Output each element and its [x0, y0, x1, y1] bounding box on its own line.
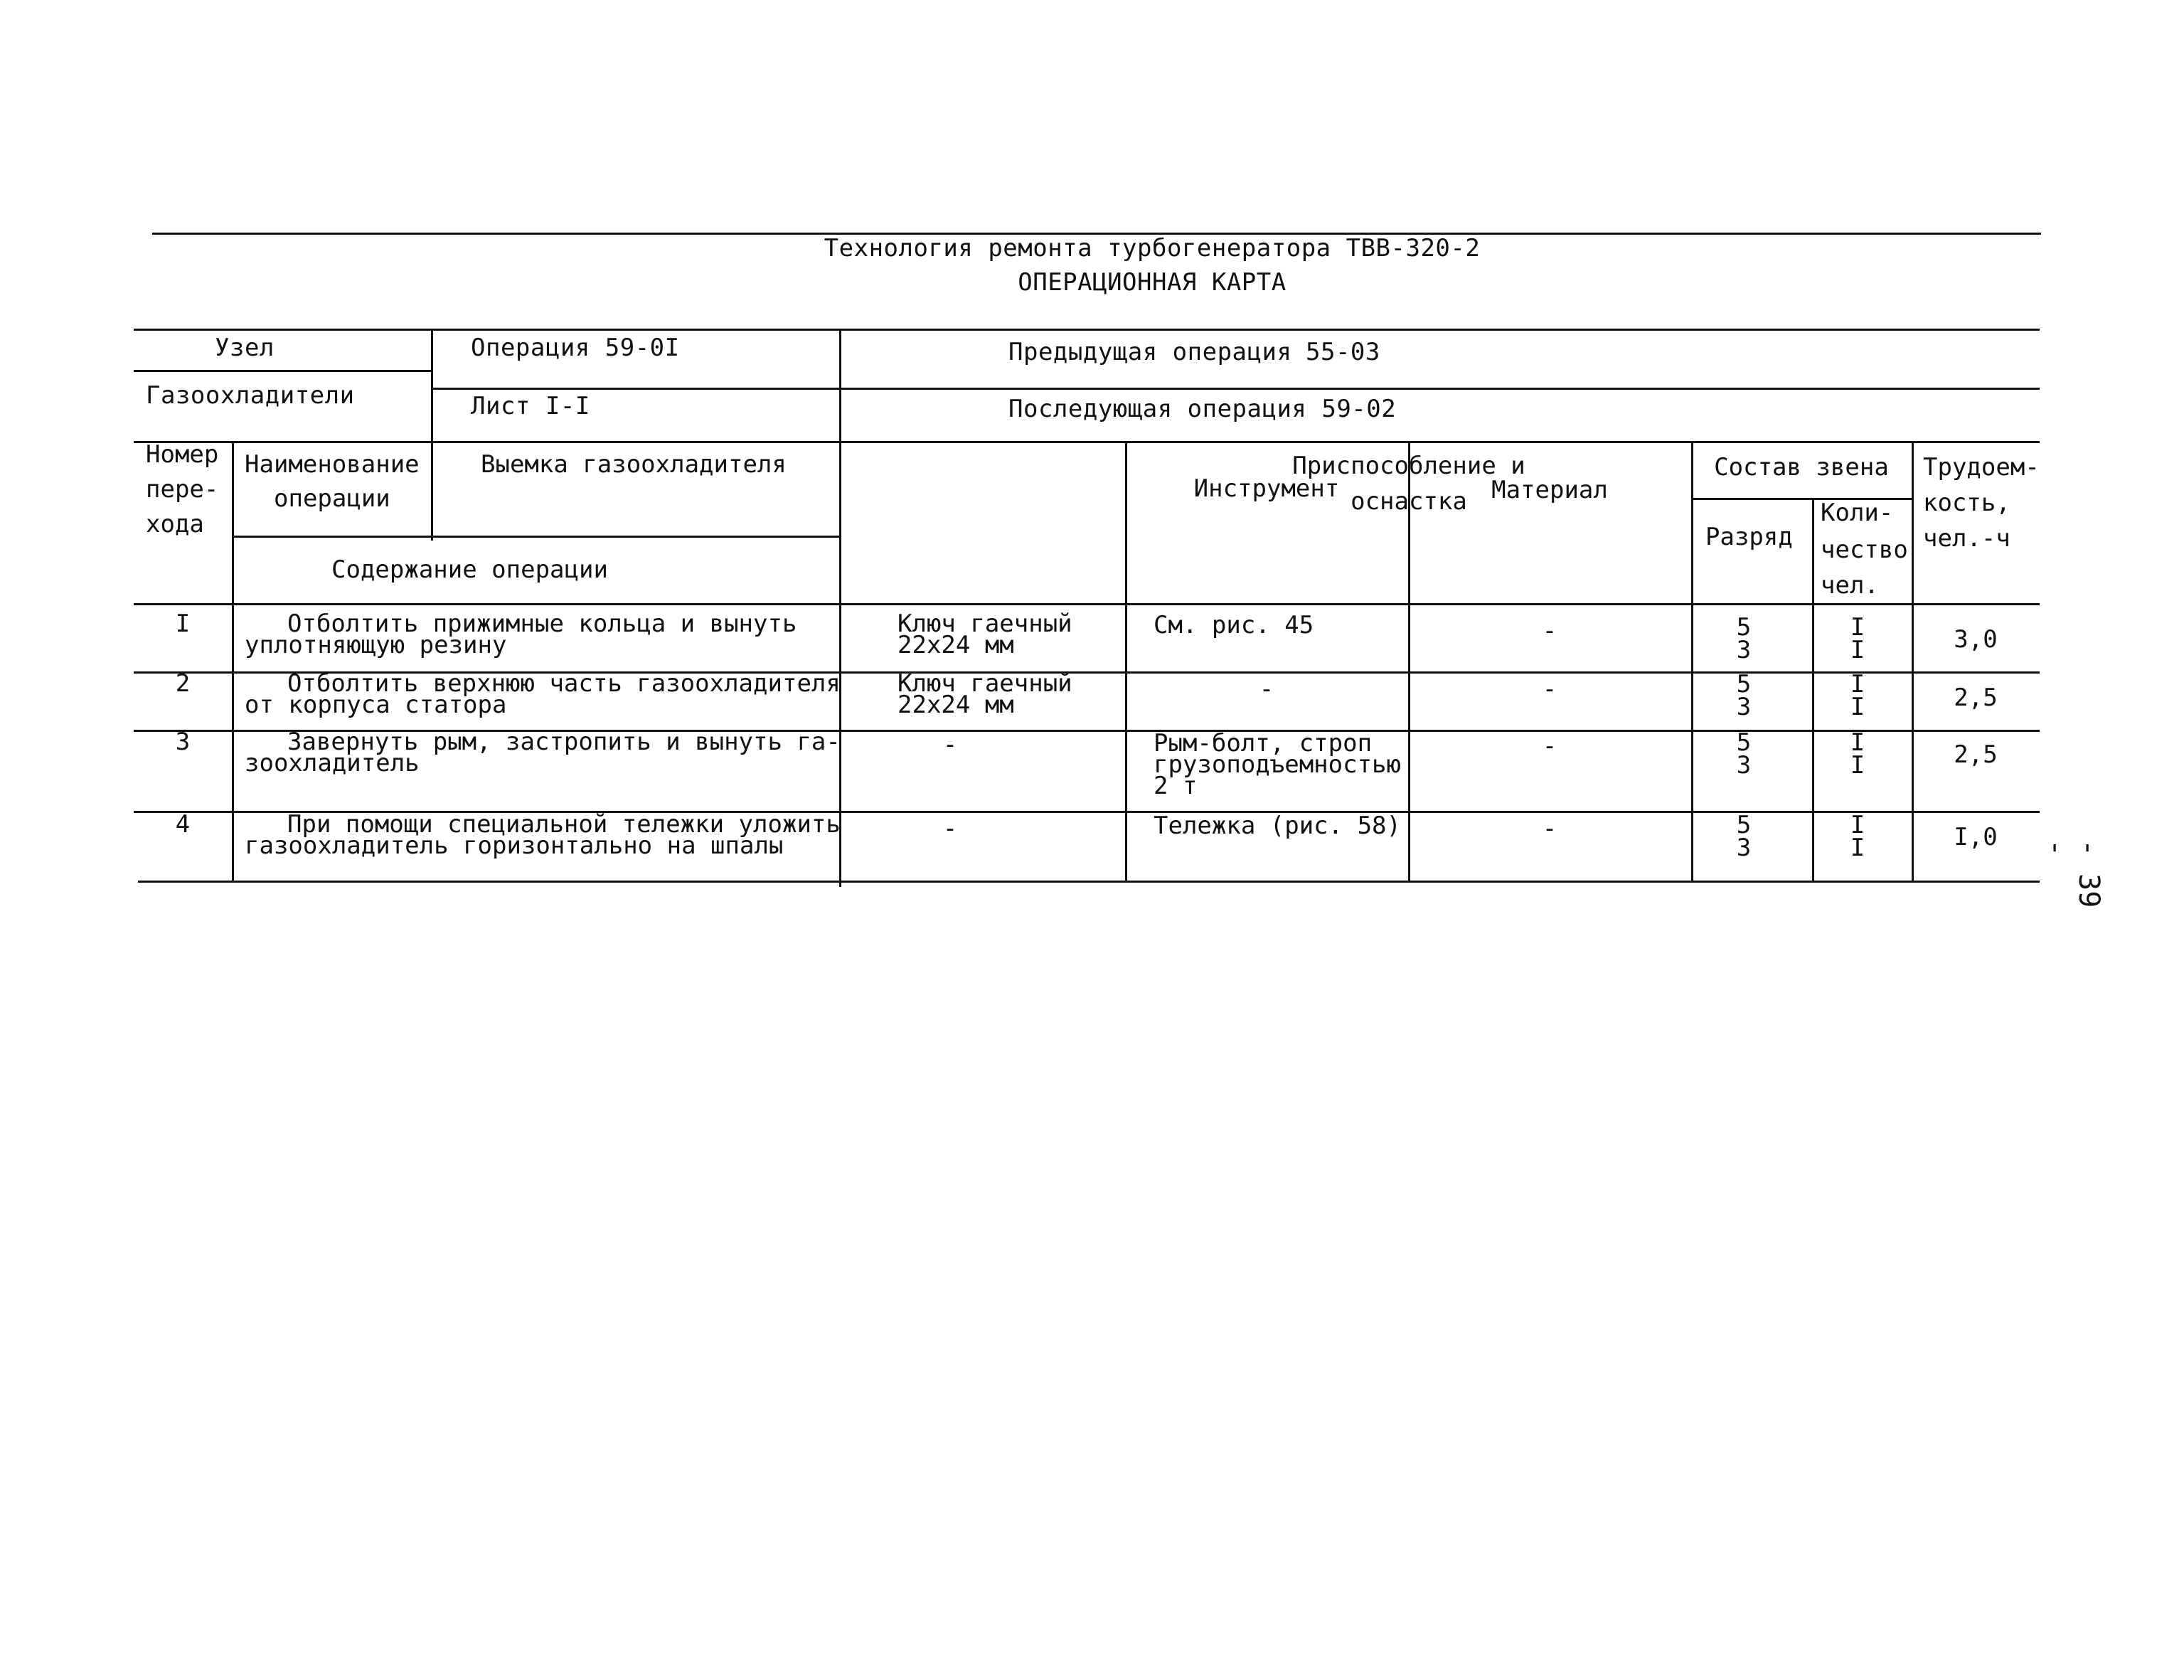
- previous-operation-value: 55-03: [1306, 338, 1380, 366]
- table-row-1-num: I: [175, 610, 191, 638]
- table-row-1-material: -: [1542, 617, 1557, 645]
- table-row-1-rank-a: 5: [1736, 613, 1752, 642]
- document-subtitle: ОПЕРАЦИОННАЯ КАРТА: [1018, 268, 1287, 297]
- table-row-2-rank-a: 5: [1736, 670, 1752, 698]
- table-row-3-fixture-1: Рым-болт, строп: [1154, 729, 1373, 757]
- table-row-4-material: -: [1542, 814, 1557, 843]
- previous-operation-label: Предыдущая операция: [1008, 338, 1292, 366]
- next-operation: Последующая операция 59-02: [1008, 395, 1397, 423]
- table-row-2-rank-b: 3: [1736, 693, 1752, 721]
- table-bottom-rule: [138, 881, 2040, 883]
- table-row-3-fixture-3: 2 т: [1154, 772, 1198, 800]
- table-row-1-qty-a: I: [1850, 613, 1865, 642]
- col-header-crew: Состав звена: [1714, 453, 1889, 482]
- info-div-2: [839, 329, 841, 887]
- table-row-1-qty-b: I: [1850, 636, 1865, 664]
- table-row-2-labor: 2,5: [1954, 684, 1998, 712]
- table-row-2-fixture-1: -: [1259, 675, 1274, 703]
- table-row-1-tool-2: 22х24 мм: [897, 631, 1014, 659]
- col-header-labor-2: кость,: [1923, 489, 2010, 517]
- table-row-2-material: -: [1542, 675, 1557, 703]
- col-div-name: [431, 441, 433, 538]
- header-bottom-rule: [134, 603, 2040, 605]
- table-row-3-content-1: Завернуть рым, застропить и вынуть га-: [287, 728, 841, 756]
- col-header-rank: Разряд: [1705, 523, 1793, 551]
- table-row-4-num: 4: [175, 810, 191, 839]
- info-mid-rule-right: [431, 388, 2040, 390]
- table-row-3-qty-a: I: [1850, 728, 1865, 757]
- col-header-qty-2: чество: [1821, 536, 1908, 564]
- col-header-content: Содержание операции: [331, 555, 608, 584]
- col-header-tool: Инструмент: [1193, 474, 1340, 503]
- info-top-rule: [134, 329, 2040, 331]
- table-row-2-tool-2: 22х24 мм: [897, 691, 1014, 719]
- col-div-qty: [1812, 498, 1814, 882]
- table-row-2-qty-a: I: [1850, 670, 1865, 698]
- table-row-3-content-2: зоохладитель: [245, 749, 420, 777]
- table-row-1-content-1: Отболтить прижимные кольца и вынуть: [287, 610, 797, 638]
- table-row-4-rank-b: 3: [1736, 834, 1752, 862]
- col-header-num-1: Номер: [146, 440, 219, 469]
- table-row-3-rank-a: 5: [1736, 728, 1752, 757]
- info-bottom-rule: [134, 441, 2040, 443]
- col-header-qty-1: Коли-: [1821, 499, 1894, 527]
- col-header-num-3: хода: [146, 510, 204, 538]
- col-header-name-2: операции: [274, 484, 390, 513]
- node-value: Газоохладители: [146, 381, 355, 410]
- name-underline: [232, 536, 841, 538]
- table-row-1-rank-b: 3: [1736, 636, 1752, 664]
- col-header-name-1: Наименование: [245, 450, 420, 479]
- table-row-4-qty-a: I: [1850, 811, 1865, 839]
- info-mid-rule-left: [134, 370, 432, 372]
- sheet-number: Лист I-I: [471, 392, 590, 420]
- table-row-4-fixture-1: Тележка (рис. 58): [1154, 812, 1401, 840]
- table-row-1-fixture-1: См. рис. 45: [1154, 611, 1314, 639]
- table-row-3-fixture-2: грузоподъемностью: [1154, 750, 1401, 779]
- table-row-4-qty-b: I: [1850, 834, 1865, 862]
- table-row-4-labor: I,0: [1954, 823, 1998, 851]
- table-row-4-content-1: При помощи специальной тележки уложить: [287, 810, 841, 839]
- col-div-labor: [1912, 441, 1914, 882]
- page-number: - 39 -: [2040, 839, 2105, 908]
- col-header-num-2: пере-: [146, 475, 219, 504]
- table-row-2-qty-b: I: [1850, 693, 1865, 721]
- col-header-material: Материал: [1491, 476, 1608, 504]
- table-row-1-labor: 3,0: [1954, 625, 1998, 654]
- table-row-4-content-2: газоохладитель горизонтально на шпалы: [245, 831, 784, 860]
- table-row-3-labor: 2,5: [1954, 740, 1998, 769]
- table-row-3-num: 3: [175, 728, 191, 756]
- table-row-3-rank-b: 3: [1736, 751, 1752, 780]
- table-row-4-rank-a: 5: [1736, 811, 1752, 839]
- table-row-3-material: -: [1542, 732, 1557, 760]
- col-header-fixture-1: Приспособление и: [1292, 452, 1525, 480]
- table-row-4-tool-1: -: [942, 814, 958, 843]
- operation-number: Операция 59-0I: [471, 334, 680, 362]
- table-row-2-content-1: Отболтить верхнюю часть газоохладителя: [287, 669, 841, 698]
- col-div-num: [232, 441, 234, 882]
- col-header-qty-3: чел.: [1821, 571, 1879, 600]
- table-row-3-qty-b: I: [1850, 751, 1865, 780]
- col-header-labor-3: чел.-ч: [1923, 524, 2010, 553]
- table-row-1-tool-1: Ключ гаечный: [897, 610, 1072, 638]
- operation-name: Выемка газоохладителя: [481, 450, 787, 479]
- col-header-labor-1: Трудоем-: [1923, 453, 2040, 482]
- node-label: Узел: [215, 334, 275, 362]
- document-title: Технология ремонта турбогенератора ТВВ-320-2: [824, 234, 1481, 262]
- table-row-2-num: 2: [175, 669, 191, 698]
- table-row-3-tool-1: -: [942, 730, 958, 759]
- table-row-1-content-2: уплотняющую резину: [245, 631, 507, 659]
- table-row-2-tool-1: Ключ гаечный: [897, 669, 1072, 698]
- table-row-2-content-2: от корпуса статора: [245, 691, 507, 719]
- col-header-fixture-2: оснастка: [1351, 487, 1467, 516]
